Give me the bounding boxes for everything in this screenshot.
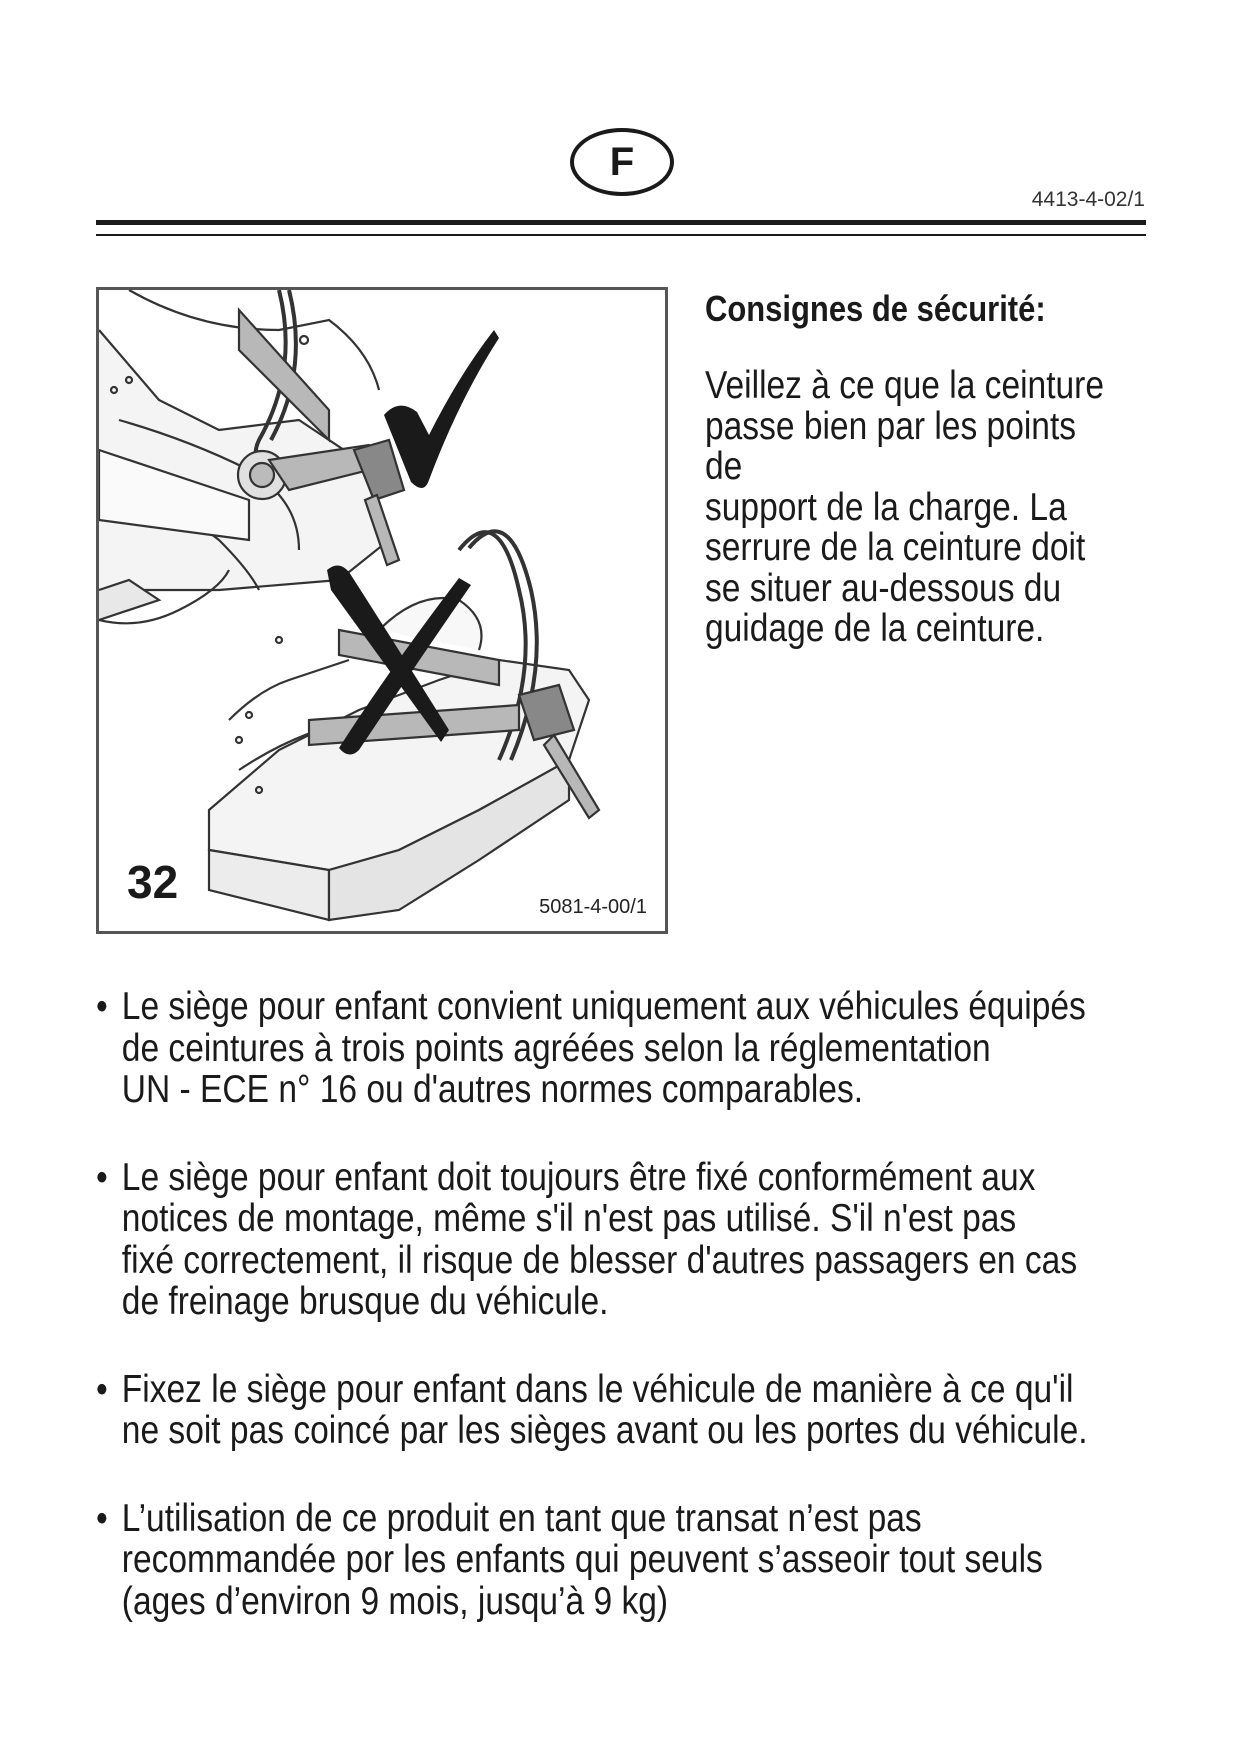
- safety-text: Veillez à ce que la ceinture passe bien par les points de support de la charge. La serrure de la ceinture doit se situer au-dessous du guidage de la ceinture.: [705, 364, 1105, 650]
- list-item: [96, 1498, 1111, 1623]
- car-seat-illustration: [99, 290, 665, 931]
- illustration-figure: [96, 287, 668, 934]
- correct-installation-drawing: [99, 290, 404, 623]
- bullet-text: Fixez le siège pour enfant dans le véhicule de manière à ce qu'il ne soit pas coincé par les sièges avant ou les portes du véhicule.: [121, 1367, 1088, 1452]
- bullet-dot: •: [96, 1367, 108, 1411]
- list-item: [96, 1369, 1111, 1452]
- bullet-dot: •: [96, 985, 108, 1028]
- list-item: [96, 986, 1111, 1111]
- header-rule-thin: [96, 234, 1146, 236]
- bullet-list: [96, 986, 1111, 1668]
- bullet-dot: •: [96, 1155, 108, 1199]
- figure-number: 32: [127, 856, 179, 908]
- bullet-text: Le siège pour enfant doit toujours être fixé conformément aux notices de montage, même s'il n'est pas utilisé. S'il n'est pas fixé correctement, il risque de blesser d'autres passagers en cas de freinage brusque du véhicule.: [121, 1155, 1078, 1323]
- header-rule-thick: [96, 220, 1146, 225]
- figure-code: 5081-4-00/1: [539, 896, 647, 918]
- checkmark-icon: [384, 330, 499, 488]
- bullet-text: Le siège pour enfant convient uniquement aux véhicules équipés de ceintures à trois points agréées selon la réglementation UN - ECE n° 16 ou d'autres normes comparables.: [121, 985, 1086, 1111]
- language-badge: F: [570, 128, 674, 196]
- incorrect-installation-drawing: [209, 531, 599, 920]
- bullet-dot: •: [96, 1496, 108, 1540]
- bullet-text: L’utilisation de ce produit en tant que transat n’est pas recommandée por les enfants qui peuvent s’asseoir tout seuls (ages d’environ 9 mois, jusqu’à 9 kg): [121, 1496, 1043, 1623]
- document-code: 4413-4-02/1: [1031, 188, 1145, 211]
- list-item: [96, 1157, 1111, 1323]
- safety-title: Consignes de sécurité:: [705, 288, 1046, 329]
